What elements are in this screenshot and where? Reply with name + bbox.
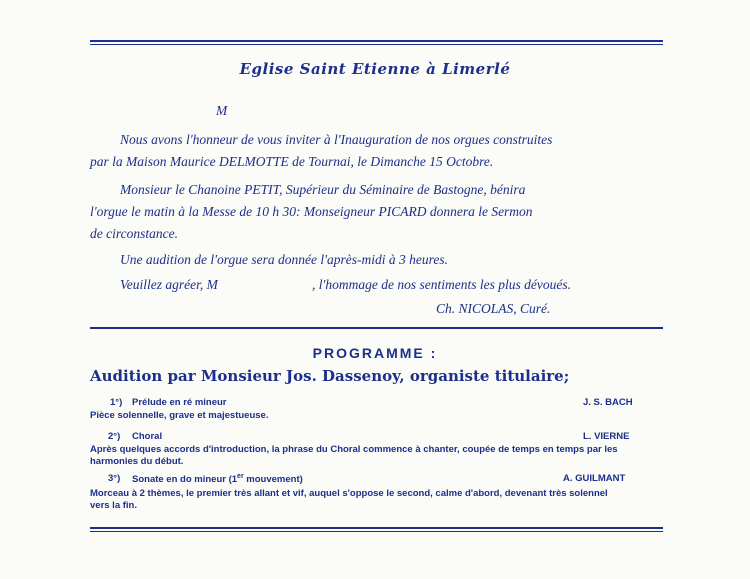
item-2-description-line1: Après quelques accords d'introduction, la phrase du Choral commence à chanter, coupée de temps en temps par les <box>90 444 618 455</box>
letter-p3: Une audition de l'orgue sera donnée l'après-midi à 3 heures. <box>120 252 448 267</box>
letter-p2-line2: l'orgue le matin à la Messe de 10 h 30: Monseigneur PICARD donnera le Sermon <box>90 204 533 219</box>
audition-line: Audition par Monsieur Jos. Dassenoy, organiste titulaire; <box>90 367 570 385</box>
item-2-number: 2°) <box>108 431 121 442</box>
closing-part-b: , l'hommage de nos sentiments les plus dévoués. <box>312 277 571 292</box>
closing-part-a: Veuillez agréer, M <box>120 277 218 292</box>
item-3-number: 3°) <box>108 473 121 484</box>
church-title: Eglise Saint Etienne à Limerlé <box>239 60 511 78</box>
programme-heading: PROGRAMME : <box>312 345 438 361</box>
item-1-description: Pièce solennelle, grave et majestueuse. <box>90 410 269 421</box>
letter-p1-line1: Nous avons l'honneur de vous inviter à l'Inauguration de nos orgues construites <box>120 132 553 147</box>
letter-p2-line3: de circonstance. <box>90 226 178 241</box>
letter-p2-line1: Monsieur le Chanoine PETIT, Supérieur du Séminaire de Bastogne, bénira <box>120 182 526 197</box>
item-3-composer: A. GUILMANT <box>563 473 626 484</box>
letter-p1-line2: par la Maison Maurice DELMOTTE de Tournai, le Dimanche 15 Octobre. <box>90 154 494 169</box>
item-2-title: Choral <box>132 431 163 442</box>
item-2-description-line2: harmonies du début. <box>90 456 184 467</box>
bottom-rule <box>90 527 663 532</box>
item-3-title: Sonate en do mineur (1er mouvement) <box>132 473 303 486</box>
item-1-number: 1°) <box>110 397 123 408</box>
item-3-description-line1: Morceau à 2 thèmes, le premier très allant et vif, auquel s'oppose le second, calme d'abord, devenant très solennel <box>90 488 608 499</box>
top-rule <box>90 40 663 45</box>
item-2-composer: L. VIERNE <box>583 431 630 442</box>
item-3-description-line2: vers la fin. <box>90 500 137 511</box>
item-1-title: Prélude en ré mineur <box>132 397 227 408</box>
salutation: M <box>216 103 228 118</box>
item-1-composer: J. S. BACH <box>583 397 633 408</box>
middle-rule <box>90 327 663 329</box>
signature: Ch. NICOLAS, Curé. <box>436 301 551 316</box>
